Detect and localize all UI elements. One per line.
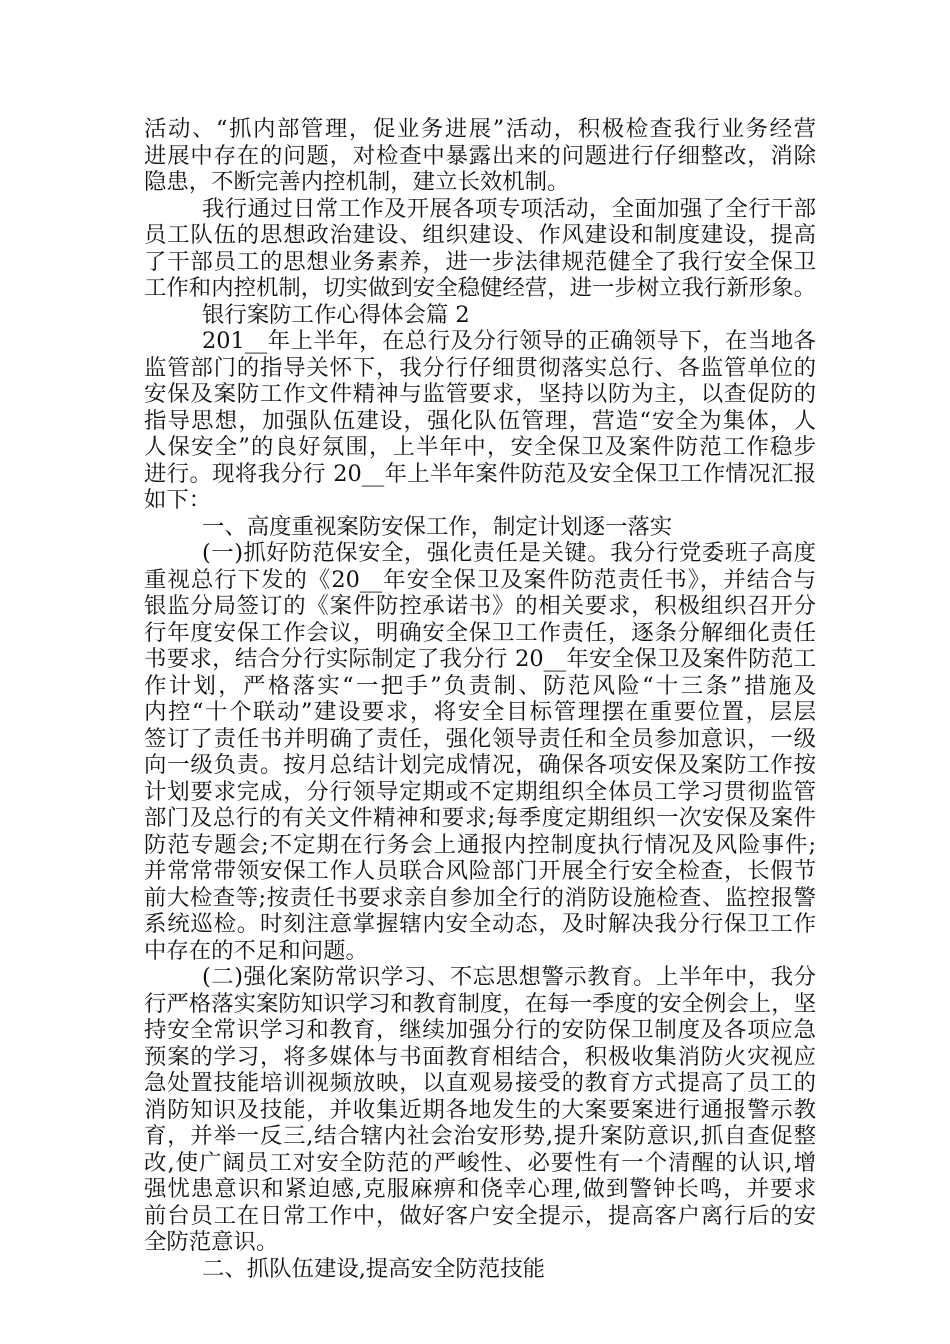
text-line: 全防范意识。 xyxy=(144,1229,279,1255)
text-line: 201__年上半年，在总行及分行领导的正确领导下，在当地各 xyxy=(202,328,816,354)
text-line: 了干部员工的思想业务素养，进一步法律规范健全了我行安全保卫 xyxy=(144,248,816,275)
text-line: 行严格落实案防知识学习和教育制度，在每一季度的安全例会上，坚 xyxy=(144,990,816,1017)
text-line: 强忧患意识和紧迫感,克服麻痹和侥幸心理,做到警钟长鸣，并要求 xyxy=(144,1176,816,1202)
text-line: 向一级负责。按月总结计划完成情况，确保各项安保及案防工作按 xyxy=(144,752,816,778)
text-line: 我行通过日常工作及开展各项专项活动，全面加强了全行干部 xyxy=(202,195,816,222)
document-body xyxy=(144,116,816,1282)
text-line: 持安全常识学习和教育，继续加强分行的安防保卫制度及各项应急 xyxy=(144,1017,816,1043)
text-line: 消防知识及技能，并收集近期各地发生的大案要案进行通报警示教 xyxy=(144,1096,816,1123)
text-line: 并常常带领安保工作人员联合风险部门开展全行安全检查，长假节 xyxy=(144,858,816,884)
text-line: 改,使广阔员工对安全防范的严峻性、必要性有一个清醒的认识,增 xyxy=(144,1149,816,1176)
text-line: 重视总行下发的《20__年安全保卫及案件防范责任书》，并结合与 xyxy=(144,566,816,593)
text-line: 育，并举一反三,结合辖内社会治安形势,提升案防意识,抓自查促整 xyxy=(144,1123,816,1149)
text-line: 预案的学习，将多媒体与书面教育相结合，积极收集消防火灾视应 xyxy=(144,1043,816,1070)
text-line: 进行。现将我分行 20__年上半年案件防范及安全保卫工作情况汇报 xyxy=(144,460,816,487)
text-line: 人保安全”的良好氛围，上半年中，安全保卫及案件防范工作稳步 xyxy=(144,434,816,460)
text-line: (一)抓好防范保安全，强化责任是关键。我分行党委班子高度 xyxy=(202,540,816,566)
text-line: 活动、“抓内部管理，促业务进展”活动，积极检查我行业务经营 xyxy=(144,116,816,142)
text-line: 计划要求完成，分行领导定期或不定期组织全体员工学习贯彻监管 xyxy=(144,778,816,805)
text-line: 书要求，结合分行实际制定了我分行 20__年安全保卫及案件防范工 xyxy=(144,646,816,672)
text-line: 进展中存在的问题，对检查中暴露出来的问题进行仔细整改，消除 xyxy=(144,142,816,169)
text-line: 隐患，不断完善内控机制，建立长效机制。 xyxy=(144,169,570,195)
text-line: 行年度安保工作会议，明确安全保卫工作责任，逐条分解细化责任 xyxy=(144,619,816,646)
text-line: (二)强化案防常识学习、不忘思想警示教育。上半年中，我分 xyxy=(202,964,816,990)
text-line: 安保及案防工作文件精神与监管要求，坚持以防为主，以查促防的 xyxy=(144,381,816,407)
text-line: 二、抓队伍建设,提高安全防范技能 xyxy=(202,1255,545,1282)
text-line: 作计划，严格落实“一把手”负责制、防范风险“十三条”措施及 xyxy=(144,672,816,699)
text-line: 签订了责任书并明确了责任，强化领导责任和全员参加意识，一级 xyxy=(144,725,816,752)
text-line: 一、高度重视案防安保工作，制定计划逐一落实 xyxy=(202,513,673,540)
text-line: 指导思想，加强队伍建设，强化队伍管理，营造“安全为集体，人 xyxy=(144,407,816,434)
text-line: 防范专题会;不定期在行务会上通报内控制度执行情况及风险事件; xyxy=(144,831,816,858)
text-line: 前台员工在日常工作中，做好客户安全提示，提高客户离行后的安 xyxy=(144,1202,816,1229)
text-line: 中存在的不足和问题。 xyxy=(144,937,368,964)
text-line: 工作和内控机制，切实做到安全稳健经营，进一步树立我行新形象。 xyxy=(144,275,816,301)
text-line: 内控“十个联动”建设要求，将安全目标管理摆在重要位置，层层 xyxy=(144,699,816,725)
text-line: 员工队伍的思想政治建设、组织建设、作风建设和制度建设，提高 xyxy=(144,222,816,248)
text-line: 监管部门的指导关怀下，我分行仔细贯彻落实总行、各监管单位的 xyxy=(144,354,816,381)
text-line: 银行案防工作心得体会篇 2 xyxy=(202,301,470,328)
text-line: 如下： xyxy=(144,487,212,513)
text-line: 部门及总行的有关文件精神和要求;每季度定期组织一次安保及案件 xyxy=(144,805,816,831)
text-line: 系统巡检。时刻注意掌握辖内安全动态，及时解决我分行保卫工作 xyxy=(144,911,816,937)
text-line: 急处置技能培训视频放映，以直观易接受的教育方式提高了员工的 xyxy=(144,1070,816,1096)
text-line: 前大检查等;按责任书要求亲自参加全行的消防设施检查、监控报警 xyxy=(144,884,816,911)
text-line: 银监分局签订的《案件防控承诺书》的相关要求，积极组织召开分 xyxy=(144,593,816,619)
